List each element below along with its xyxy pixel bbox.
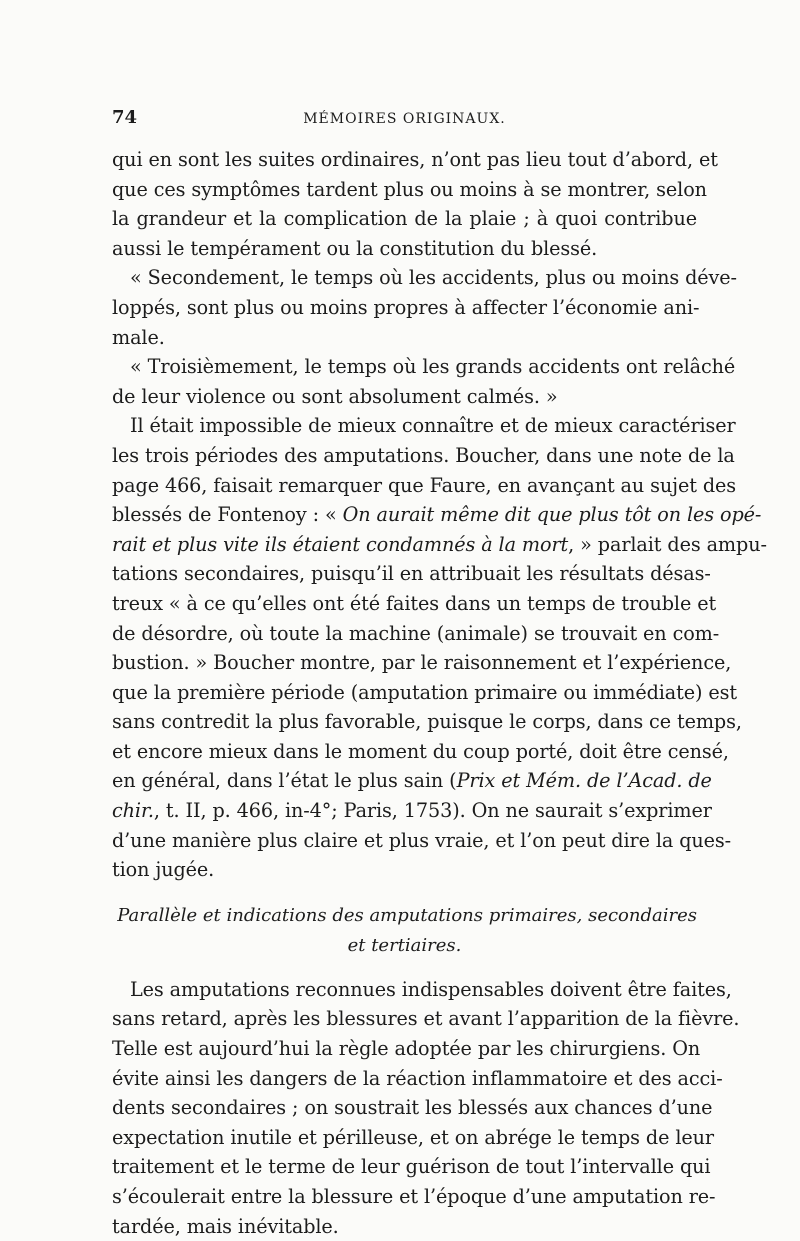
text-line: de leur violence ou sont absolument calmés. » <box>112 384 558 408</box>
text-line: treux « à ce qu’elles ont été faites dans un temps de trouble et <box>112 591 717 615</box>
text-line: que la première période (amputation primaire ou immédiate) est <box>112 680 737 704</box>
page-number: 74 <box>112 107 138 128</box>
text-line: « Secondement, le temps où les accidents, plus ou moins déve- <box>130 266 737 290</box>
italic-citation: chir. <box>112 799 154 823</box>
text-line: d’une manière plus claire et plus vraie, et l’on peut dire la ques- <box>112 828 732 852</box>
text-line <box>112 766 712 796</box>
text-line: « Troisièmement, le temps où les grands accidents ont relâché <box>130 355 736 379</box>
text-line: les trois périodes des amputations. Boucher, dans une note de la <box>112 443 735 467</box>
italic-quotation: On aurait même dit que plus tôt on les opé- <box>342 503 762 527</box>
text-line: de désordre, où toute la machine (animale) se trouvait en com- <box>112 621 720 645</box>
text-line: Les amputations reconnues indispensables doivent être faites, <box>130 977 732 1001</box>
paragraph-2 <box>112 263 737 352</box>
text-line: expectation inutile et périlleuse, et on abrége le temps de leur <box>112 1125 714 1149</box>
section-heading-line: et tertiaires. <box>347 934 462 956</box>
book-page <box>112 105 767 1241</box>
paragraph-1 <box>112 145 718 263</box>
text-segment: , t. II, p. 466, in-4°; Paris, 1753). On ne saurait s’exprimer <box>153 799 712 823</box>
text-line: tations secondaires, puisqu’il en attribuait les résultats désas- <box>112 562 711 586</box>
text-line: dents secondaires ; on soustrait les blessés aux chances d’une <box>112 1096 713 1120</box>
text-line: s’écoulerait entre la blessure et l’époque d’une amputation re- <box>112 1185 716 1208</box>
text-line: male. <box>112 325 165 349</box>
paragraph-4 <box>112 411 767 885</box>
running-title: MÉMOIRES ORIGINAUX. <box>303 111 506 127</box>
text-line: sans retard, après les blessures et avant l’apparition de la fièvre. <box>112 1007 740 1031</box>
section-heading-line: Parallèle et indications des amputations primaires, secondaires <box>117 904 697 926</box>
text-line: bustion. » Boucher montre, par le raisonnement et l’expérience, <box>112 651 732 675</box>
text-line: Telle est aujourd’hui la règle adoptée par les chirurgiens. On <box>112 1037 701 1061</box>
section-heading <box>112 901 697 961</box>
text-line: qui en sont les suites ordinaires, n’ont pas lieu tout d’abord, et <box>112 148 718 171</box>
text-segment: en général, dans l’état le plus sain ( <box>112 769 457 793</box>
paragraph-3 <box>112 352 736 411</box>
text-segment: , » parlait des ampu- <box>568 532 767 556</box>
text-line: loppés, sont plus ou moins propres à affecter l’économie ani- <box>112 295 700 319</box>
text-line: sans contredit la plus favorable, puisque le corps, dans ce temps, <box>112 710 742 734</box>
text-line: Il était impossible de mieux connaître et de mieux caractériser <box>130 414 736 438</box>
text-line: évite ainsi les dangers de la réaction inflammatoire et des acci- <box>112 1066 723 1090</box>
italic-quotation: rait et plus vite ils étaient condamnés à la mort <box>112 532 569 556</box>
paragraph-5 <box>112 975 740 1241</box>
text-line: que ces symptômes tardent plus ou moins à se montrer, selon <box>112 177 707 201</box>
text-line: tardée, mais inévitable. <box>112 1214 339 1238</box>
text-line: traitement et le terme de leur guérison de tout l’intervalle qui <box>112 1155 711 1179</box>
text-line: aussi le tempérament ou la constitution du blessé. <box>112 236 598 260</box>
text-line: tion jugée. <box>112 858 215 882</box>
text-line: page 466, faisait remarquer que Faure, en avançant au sujet des <box>112 473 737 497</box>
running-header <box>112 105 697 145</box>
italic-citation: Prix et Mém. de l’Acad. de <box>456 769 712 793</box>
text-line <box>112 796 712 826</box>
text-line <box>112 530 767 560</box>
spacer <box>112 885 697 893</box>
text-line: la grandeur et la complication de la plaie ; à quoi contribue <box>112 207 697 231</box>
text-segment: blessés de Fontenoy : « <box>112 503 343 527</box>
text-line <box>112 500 762 530</box>
text-line: et encore mieux dans le moment du coup porté, doit être censé, <box>112 739 729 763</box>
